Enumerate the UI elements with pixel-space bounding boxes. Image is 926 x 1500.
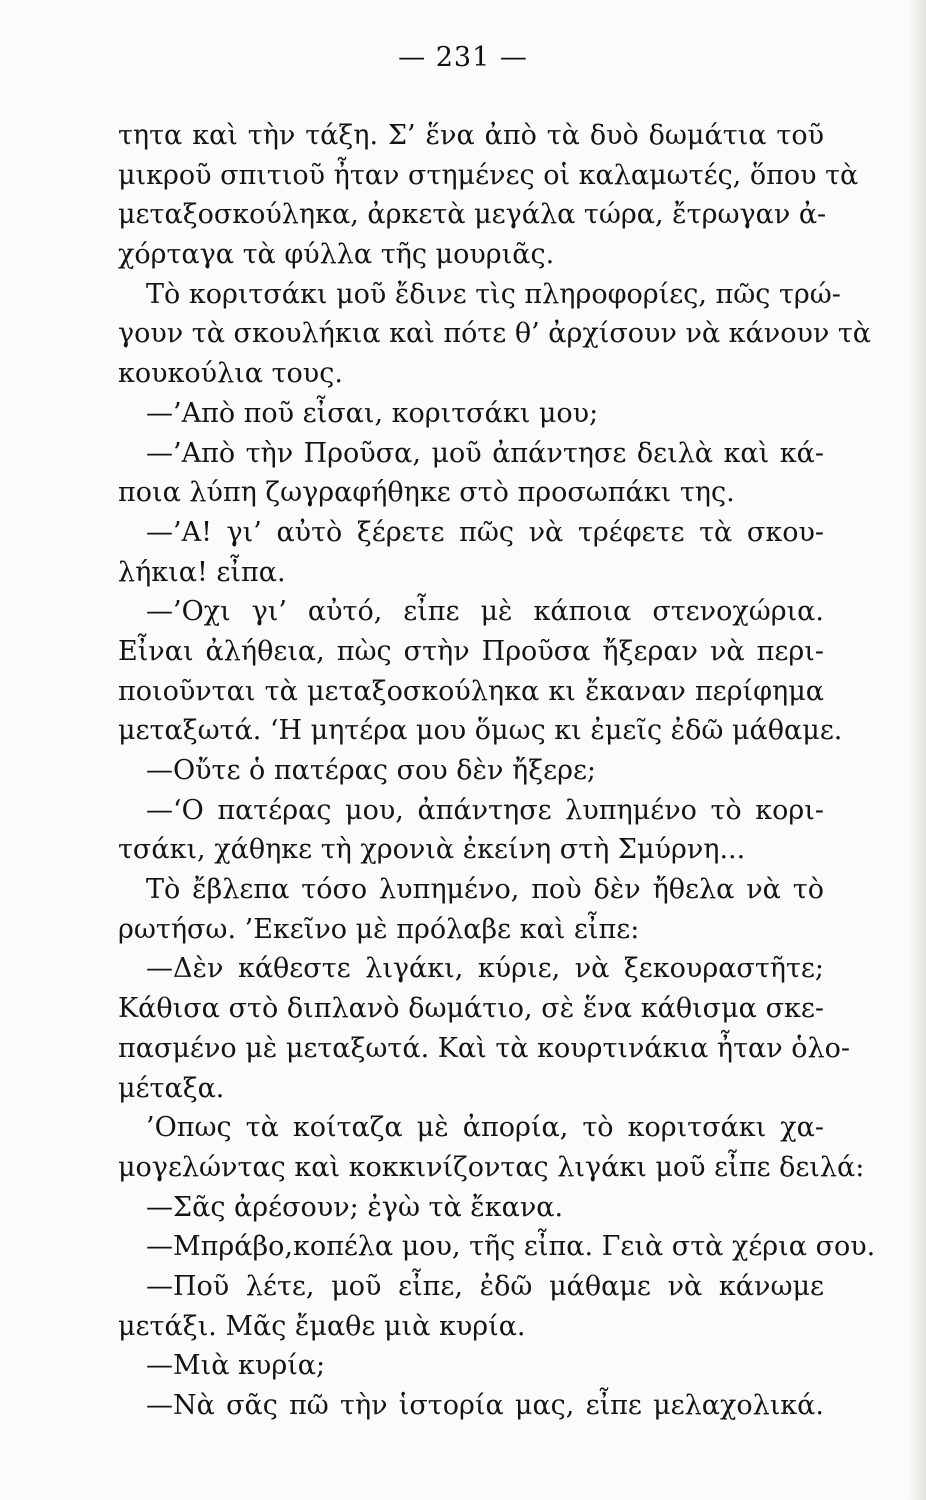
text-line: τσάκι, χάθηκε τὴ χρονιὰ ἐκείνη στὴ Σμύρνη... [118, 834, 746, 866]
text-line: ποιοῦνται τὰ μεταξοσκούληκα κι ἔκαναν περίφημα [118, 675, 824, 707]
page-edge-shadow [908, 0, 926, 1500]
text-line: —Ποῦ λέτε, μοῦ εἶπε, ἐδῶ μάθαμε νὰ κάνωμε [146, 1270, 824, 1302]
text-line: —Μιὰ κυρία; [146, 1350, 326, 1382]
text-line: —Δὲν κάθεστε λιγάκι, κύριε, νὰ ξεκουραστῆτε; [146, 953, 824, 985]
text-line: Τὸ ἔβλεπα τόσο λυπημένο, ποὺ δὲν ἤθελα νὰ τὸ [146, 874, 824, 906]
text-line: μέταξα. [118, 1072, 225, 1104]
text-line: Κάθισα στὸ διπλανὸ δωμάτιο, σὲ ἕνα κάθισμα σκε- [118, 993, 824, 1025]
text-line: κουκούλια τους. [118, 358, 343, 390]
text-line: —Σᾶς ἀρέσουν; ἐγὼ τὰ ἔκανα. [146, 1191, 564, 1223]
text-line: —’Α! γι’ αὐτὸ ξέρετε πῶς νὰ τρέφετε τὰ σκου- [146, 516, 824, 548]
text-line: μετάξι. Μᾶς ἔμαθε μιὰ κυρία. [118, 1310, 526, 1342]
text-line: μικροῦ σπιτιοῦ ἦταν στημένες οἱ καλαμωτές, ὅπου τὰ [118, 159, 859, 191]
text-line: μογελώντας καὶ κοκκινίζοντας λιγάκι μοῦ εἶπε δειλά: [118, 1151, 865, 1183]
text-line: τητα καὶ τὴν τάξη. Σ’ ἕνα ἀπὸ τὰ δυὸ δωμάτια τοῦ [118, 120, 824, 151]
text-line: λήκια! εἶπα. [118, 556, 286, 588]
text-line: —Μπράβο,κοπέλα μου, τῆς εἶπα. Γειὰ στὰ χέρια σου. [146, 1231, 876, 1263]
text-line: χόρταγα τὰ φύλλα τῆς μουριᾶς. [118, 239, 555, 271]
text-line: —Νὰ σᾶς πῶ τὴν ἱστορία μας, εἶπε μελαχολικά. [146, 1390, 824, 1421]
text-line: —’Οχι γι’ αὐτό, εἶπε μὲ κάποια στενοχώρια. [146, 596, 824, 628]
page-number: — 231 — [398, 42, 528, 73]
text-line: μεταξοσκούληκα, ἀρκετὰ μεγάλα τώρα, ἔτρωγαν ἀ- [118, 199, 827, 231]
text-line: Τὸ κοριτσάκι μοῦ ἔδινε τὶς πληροφορίες, πῶς τρώ- [146, 278, 841, 310]
text-line: —‘Ο πατέρας μου, ἀπάντησε λυπημένο τὸ κορι- [146, 794, 824, 826]
text-line: Εἶναι ἀλήθεια, πὼς στὴν Προῦσα ἤξεραν νὰ περι- [118, 635, 824, 667]
text-line: —’Απὸ ποῦ εἶσαι, κοριτσάκι μου; [146, 397, 599, 429]
text-line: πασμένο μὲ μεταξωτά. Καὶ τὰ κουρτινάκια ἦταν ὁλο- [118, 1032, 851, 1064]
text-line: ποια λύπη ζωγραφήθηκε στὸ προσωπάκι της. [118, 477, 735, 509]
text-line: ρωτήσω. ’Εκεῖνο μὲ πρόλαβε καὶ εἶπε: [118, 913, 640, 945]
text-line: —’Απὸ τὴν Προῦσα, μοῦ ἀπάντησε δειλὰ καὶ κά- [146, 437, 824, 469]
text-line: —Οὔτε ὁ πατέρας σου δὲν ἤξερε; [146, 755, 597, 786]
text-line: γουν τὰ σκουλήκια καὶ πότε θ’ ἀρχίσουν νὰ κάνουν τὰ [118, 318, 872, 350]
text-line: μεταξωτά. ‘Η μητέρα μου ὅμως κι ἐμεῖς ἐδῶ μάθαμε. [118, 715, 843, 747]
text-line: ’Οπως τὰ κοίταζα μὲ ἀπορία, τὸ κοριτσάκι χα- [146, 1112, 824, 1144]
body-text [118, 116, 876, 1426]
